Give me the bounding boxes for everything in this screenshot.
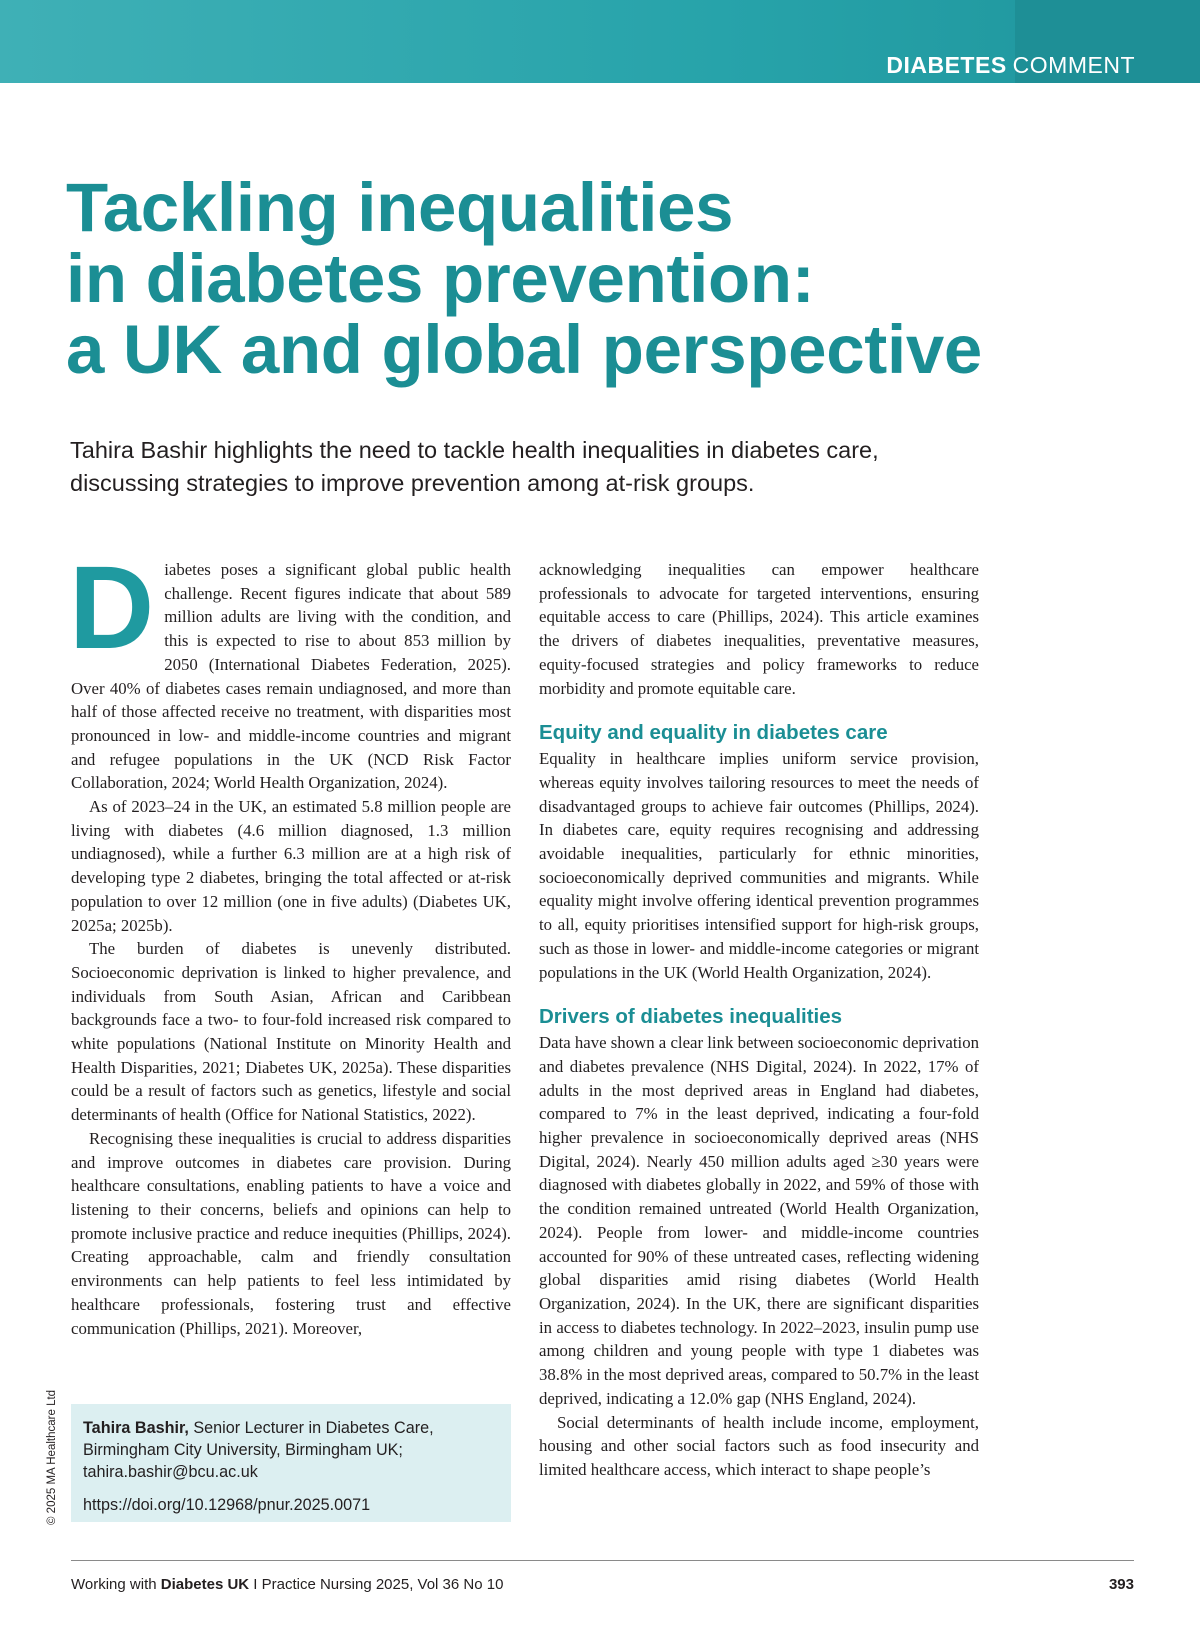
footer-citation — [71, 1576, 503, 1593]
paragraph — [69, 542, 511, 795]
footer-suffix: I Practice Nursing 2025, Vol 36 No 10 — [249, 1576, 504, 1593]
paragraph: Recognising these inequalities is crucial to address disparities and improve outcomes in diabetes care provision. During healthcare consultations, enabling patients to have a voice and listening to their concerns, beliefs and opinions can help to promote inclusive practice and reduce inequities (Phillips, 2024). Creating approachable, calm and friendly consultation environments can help patients to feel less intimidated by healthcare professionals, fostering trust and effective communication (Phillips, 2021). Moreover, — [71, 1128, 511, 1338]
page-number: 393 — [1108, 1576, 1134, 1593]
title-line-3: a UK and global perspective — [66, 311, 982, 388]
left-column — [69, 542, 511, 1340]
footer-divider — [71, 1560, 1134, 1561]
author-box — [71, 1404, 511, 1522]
title-line-1: Tackling inequalities — [66, 169, 734, 246]
paragraph: As of 2023–24 in the UK, an estimated 5.8 million people are living with diabetes (4.6 million diagnosed, 1.3 million undiagnosed), while a further 6.3 million are at a high risk of developing type 2 diabetes, bringing the total affected or at-risk population to over 12 million (one in five adults) (Diabetes UK, 2025a; 2025b). — [71, 797, 511, 935]
subheading-equity: Equity and equality in diabetes care — [539, 721, 888, 745]
paragraph: Social determinants of health include income, employment, housing and other social factors such as food insecurity and limited healthcare access, which interact to shape people’s — [539, 1412, 979, 1479]
paragraph: Equality in healthcare implies uniform service provision, whereas equity involves tailoring resources to meet the needs of disadvantaged groups to achieve fair outcomes (Phillips, 2024). In diabetes care, equity requires recognising and addressing avoidable inequalities, particularly for ethnic minorities, socioeconomically deprived communities and migrants. While equality might involve offering identical prevention programmes to all, equity prioritises intensified support for high-risk groups, such as those in lower- and middle-income categories or migrant populations in the UK (World Health Organization, 2024). — [539, 749, 979, 982]
paragraph-text: iabetes poses a significant global public health challenge. Recent figures indicate that about 589 million adults are living with the condition, and this is expected to rise to about 853 million by 2050 (International Diabetes Federation, 2025). Over 40% of diabetes cases remain undiagnosed, and more than half of those affected receive no treatment, with disparities most pronounced in low- and middle-income countries and migrant and refugee populations in the UK (NCD Risk Factor Collaboration, 2024; World Health Organization, 2024). — [71, 560, 511, 793]
section-label — [886, 52, 1135, 79]
drop-cap: D — [69, 542, 155, 674]
paragraph: Data have shown a clear link between socioeconomic deprivation and diabetes prevalence (NHS Digital, 2024). In 2022, 17% of adults in the most deprived areas in England had diabetes, compared to 7% in the least deprived, indicating a four-fold higher prevalence in socioeconomically deprived areas (NHS Digital, 2024). Nearly 450 million adults aged ≥30 years were diagnosed with diabetes globally in 2022, and 59% of those with the condition remained untreated (World Health Organization, 2024). People from lower- and middle-income countries accounted for 90% of these untreated cases, reflecting widening global disparities amid rising diabetes (World Health Organization, 2024). In the UK, there are significant disparities in access to diabetes technology. In 2022–2023, insulin pump use among children and young people with type 1 diabetes was 38.8% in the most deprived areas, compared to 50.7% in the least deprived, indicating a 12.0% gap (NHS England, 2024). — [539, 1033, 979, 1408]
title-line-2: in diabetes prevention: — [66, 240, 815, 317]
standfirst: Tahira Bashir highlights the need to tackle health inequalities in diabetes care, discussing strategies to improve prevention among at-risk groups. — [70, 437, 879, 496]
section-label-light: COMMENT — [1012, 52, 1135, 78]
article-title — [66, 169, 1116, 388]
subheading-drivers: Drivers of diabetes inequalities — [539, 1005, 843, 1029]
paragraph: The burden of diabetes is unevenly distributed. Socioeconomic deprivation is linked to higher prevalence, and individuals from South Asian, African and Caribbean backgrounds face a two- to four-fold increased risk compared to white populations (National Institute on Minority Health and Health Disparities, 2021; Diabetes UK, 2025a). These disparities could be a result of factors such as genetics, lifestyle and social determinants of health (Office for National Statistics, 2022). — [71, 939, 511, 1125]
footer-prefix: Working with — [71, 1576, 161, 1593]
copyright-notice: © 2025 MA Healthcare Ltd — [46, 1389, 58, 1525]
author-details — [83, 1417, 499, 1483]
footer-strong: Diabetes UK — [160, 1576, 250, 1593]
author-name: Tahira Bashir, — [83, 1419, 189, 1437]
paragraph: acknowledging inequalities can empower healthcare professionals to advocate for targeted interventions, ensuring equitable access to care (Phillips, 2024). This article examines the drivers of diabetes inequalities, preventative measures, equity-focused strategies and policy frameworks to reduce morbidity and promote equitable care. — [539, 560, 979, 698]
author-affiliation: Senior Lecturer in Diabetes Care, Birmingham City University, Birmingham UK; tahira.bashir@bcu.ac.uk — [83, 1419, 434, 1481]
right-column — [539, 558, 979, 1482]
section-label-strong: DIABETES — [886, 52, 1007, 78]
doi-link[interactable]: https://doi.org/10.12968/pnur.2025.0071 — [83, 1496, 371, 1514]
